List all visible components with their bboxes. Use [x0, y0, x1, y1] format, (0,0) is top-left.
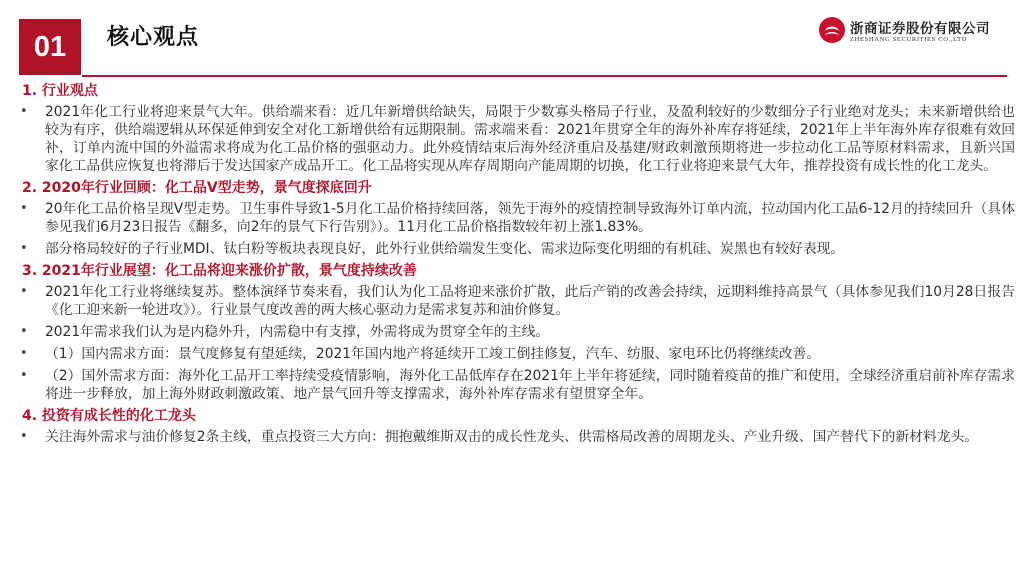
- bullet-text: （2）国外需求方面：海外化工品开工率持续受疫情影响，海外化工品低库存在2021年上半年将延续，同时随着疫苗的推广和使用，全球经济重启前补库存需求将进一步释放，加上海外财政刺激政策、地产景气回升等支撑需求，海外补库存需求有望贯穿全年。: [45, 368, 1015, 402]
- brand-block: [818, 14, 1008, 54]
- section-heading: 2. 2020年行业回顾：化工品V型走势，景气度探底回升: [22, 180, 372, 196]
- page-title: 核心观点: [107, 25, 200, 50]
- bullet-icon: •: [20, 346, 28, 361]
- bullet-text: 部分格局较好的子行业MDI、钛白粉等板块表现良好，此外行业供给端发生变化、需求边际变化明细的有机硅、炭黑也有较好表现。: [45, 241, 845, 257]
- bullet-item: [20, 200, 1015, 236]
- brand-name-cn: 浙商证券股份有限公司: [850, 21, 990, 37]
- bullet-icon: •: [20, 201, 28, 216]
- bullet-text: 2021年化工行业将迎来景气大年。供给端来看：近几年新增供给缺失，局限于少数寡头格局子行业，及盈利较好的少数细分子行业绝对龙头；未来新增供给也较为有序，供给端逻辑从环保延伸到安全对化工新增供给有远期限制。需求端来看：2021年贯穿全年的海外补库存将延续，2021年上半年海外库存很难有效回补，订单内流中国的外溢需求将成为化工品价格的强驱动力。此外疫情结束后海外经济重启及基建/财政刺激预期将进一步拉动化工品等原材料需求，且新兴国家化工品供应恢复也将滞后于发达国家产成品开工。化工品将实现从库存周期向产能周期的切换，化工行业将迎来景气大年，推荐投资有成长性的化工龙头。: [45, 104, 1015, 174]
- section-heading: 3. 2021年行业展望：化工品将迎来涨价扩散，景气度持续改善: [22, 263, 417, 279]
- content-body: [20, 82, 1015, 450]
- bullet-text: 2021年需求我们认为是内稳外升，内需稳中有支撑，外需将成为贯穿全年的主线。: [45, 324, 550, 340]
- bullet-text: （1）国内需求方面：景气度修复有望延续，2021年国内地产将延续开工竣工倒挂修复，汽车、纺服、家电环比仍将继续改善。: [45, 346, 821, 362]
- bullet-icon: •: [20, 368, 28, 383]
- bullet-item: [20, 345, 1015, 363]
- bullet-icon: •: [20, 324, 28, 339]
- bullet-item: [20, 367, 1015, 403]
- bullet-item: [20, 283, 1015, 319]
- bullet-icon: •: [20, 104, 28, 119]
- section-heading: 1. 行业观点: [22, 83, 98, 99]
- section-heading: 4. 投资有成长性的化工龙头: [22, 408, 196, 424]
- bullet-text: 20年化工品价格呈现V型走势。卫生事件导致1-5月化工品价格持续回落，领先于海外的疫情控制导致海外订单内流，拉动国内化工品6-12月的持续回升（具体参见我们6月23日报告《翻多，向2年的景气下行告别》）。11月化工品价格指数较年初上涨1.83%。: [45, 201, 1015, 235]
- bullet-text: 2021年化工行业将继续复苏。整体演绎节奏来看，我们认为化工品将迎来涨价扩散，此后产销的改善会持续，远期料维持高景气（具体参见我们10月28日报告《化工迎来新一轮进攻》）。行业景气度改善的两大核心驱动力是需求复苏和油价修复。: [45, 284, 1015, 318]
- bullet-item: [20, 323, 1015, 341]
- brand-logo-icon: [818, 16, 846, 44]
- section-number-badge: 01: [19, 19, 81, 75]
- bullet-item: [20, 103, 1015, 175]
- bullet-icon: •: [20, 429, 28, 444]
- bullet-item: [20, 240, 1015, 258]
- title-divider: [82, 75, 1007, 77]
- brand-name-en: ZHESHANG SECURITIES CO.,LTD: [850, 36, 968, 43]
- bullet-text: 关注海外需求与油价修复2条主线，重点投资三大方向：拥抱戴维斯双击的成长性龙头、供需格局改善的周期龙头、产业升级、国产替代下的新材料龙头。: [45, 429, 979, 445]
- bullet-icon: •: [20, 241, 28, 256]
- bullet-item: [20, 428, 1015, 446]
- bullet-icon: •: [20, 284, 28, 299]
